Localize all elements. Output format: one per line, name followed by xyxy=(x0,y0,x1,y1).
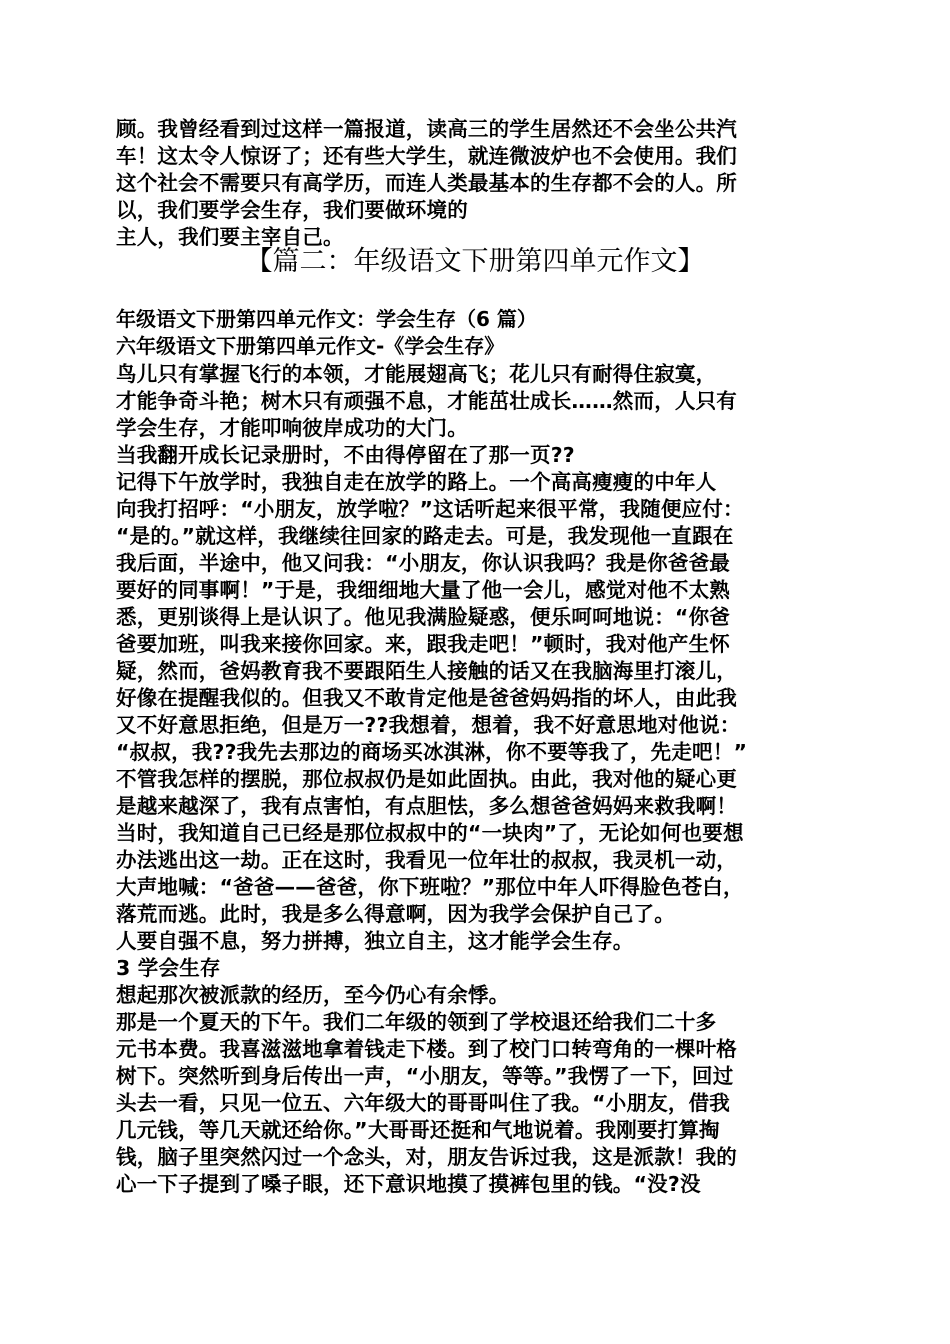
text-line: 才能争奇斗艳；树木只有顽强不息，才能茁壮成长……然而，人只有 xyxy=(116,389,737,413)
text-line: 头去一看，只见一位五、六年级大的哥哥叫住了我。“小朋友，借我 xyxy=(116,1091,730,1115)
text-line: 记得下午放学时，我独自走在放学的路上。一个高高瘦瘦的中年人 xyxy=(116,470,717,494)
text-line: “叔叔，我??我先去那边的商场买冰淇淋，你不要等我了，先走吧！” xyxy=(116,740,748,764)
text-line: 当我翻开成长记录册时，不由得停留在了那一页?? xyxy=(116,443,575,467)
text-line: 树下。突然听到身后传出一声，“小朋友，等等。”我愣了一下，回过 xyxy=(116,1064,734,1088)
text-line: 那是一个夏天的下午。我们二年级的领到了学校退还给我们二十多 xyxy=(116,1010,717,1034)
text-line: 人要自强不息，努力拼搏，独立自主，这才能学会生存。 xyxy=(116,929,634,953)
article-body xyxy=(116,361,836,1198)
text-line: 爸要加班，叫我来接你回家。来，跟我走吧！”顿时，我对他产生怀 xyxy=(116,632,730,656)
text-line: 要好的同事啊！”于是，我细细地大量了他一会儿，感觉对他不太熟 xyxy=(116,578,730,602)
text-line: 当时，我知道自己已经是那位叔叔中的“一块肉”了，无论如何也要想 xyxy=(116,821,744,845)
text-line: 顾。我曾经看到过这样一篇报道，读高三的学生居然还不会坐公共汽 xyxy=(116,117,737,141)
text-line: 疑，然而，爸妈教育我不要跟陌生人接触的话又在我脑海里打滚儿， xyxy=(116,659,737,683)
text-line: 这个社会不需要只有高学历，而连人类最基本的生存都不会的人。所 xyxy=(116,171,737,195)
text-line: 悉，更别谈得上是认识了。他见我满脸疑惑，便乐呵呵地说：“你爸 xyxy=(116,605,730,629)
text-line: 大声地喊：“爸爸——爸爸，你下班啦？”那位中年人吓得脸色苍白， xyxy=(116,875,744,899)
text-line: 又不好意思拒绝，但是万一??我想着，想着，我不好意思地对他说： xyxy=(116,713,741,737)
text-line: 心一下子提到了嗓子眼，还下意识地摸了摸裤包里的钱。“没?没 xyxy=(116,1172,701,1196)
text-line: “是的。”就这样，我继续往回家的路走去。可是，我发现他一直跟在 xyxy=(116,524,734,548)
text-line: 学会生存，才能叩响彼岸成功的大门。 xyxy=(116,416,468,440)
text-line: 落荒而逃。此时，我是多么得意啊，因为我学会保护自己了。 xyxy=(116,902,675,926)
top-paragraph xyxy=(116,116,836,251)
text-line: 元书本费。我喜滋滋地拿着钱走下楼。到了校门口转弯角的一棵叶格 xyxy=(116,1037,737,1061)
text-line: 钱，脑子里突然闪过一个念头，对，朋友告诉过我，这是派款！我的 xyxy=(116,1145,737,1169)
text-line: 我后面，半途中，他又问我：“小朋友，你认识我吗？我是你爸爸最 xyxy=(116,551,730,575)
text-line: 以，我们要学会生存，我们要做环境的 xyxy=(116,198,468,222)
text-line: 鸟儿只有掌握飞行的本领，才能展翅高飞；花儿只有耐得住寂寞， xyxy=(116,362,717,386)
section-heading: 【篇二：年级语文下册第四单元作文】 xyxy=(245,246,705,277)
text-line: 不管我怎样的摆脱，那位叔叔仍是如此固执。由此，我对他的疑心更 xyxy=(116,767,737,791)
text-line: 几元钱，等几天就还给你。”大哥哥还挺和气地说着。我刚要打算掏 xyxy=(116,1118,720,1142)
text-line: 好像在提醒我似的。但我又不敢肯定他是爸爸妈妈指的坏人，由此我 xyxy=(116,686,737,710)
text-line: 办法逃出这一劫。正在这时，我看见一位年壮的叔叔，我灵机一动， xyxy=(116,848,737,872)
text-line: 车！这太令人惊讶了；还有些大学生，就连微波炉也不会使用。我们 xyxy=(116,144,737,168)
text-line: 向我打招呼：“小朋友，放学啦？”这话听起来很平常，我随便应付： xyxy=(116,497,744,521)
text-line: 主人，我们要主宰自己。 xyxy=(116,225,344,249)
text-line: 是越来越深了，我有点害怕，有点胆怯，多么想爸爸妈妈来救我啊！ xyxy=(116,794,737,818)
section-number-heading: 3 学会生存 xyxy=(116,956,221,980)
article-title: 年级语文下册第四单元作文：学会生存（6 篇） xyxy=(116,307,537,331)
article-subtitle: 六年级语文下册第四单元作文-《学会生存》 xyxy=(116,334,505,358)
text-line: 想起那次被派款的经历，至今仍心有余悸。 xyxy=(116,983,510,1007)
article-header xyxy=(116,306,836,360)
